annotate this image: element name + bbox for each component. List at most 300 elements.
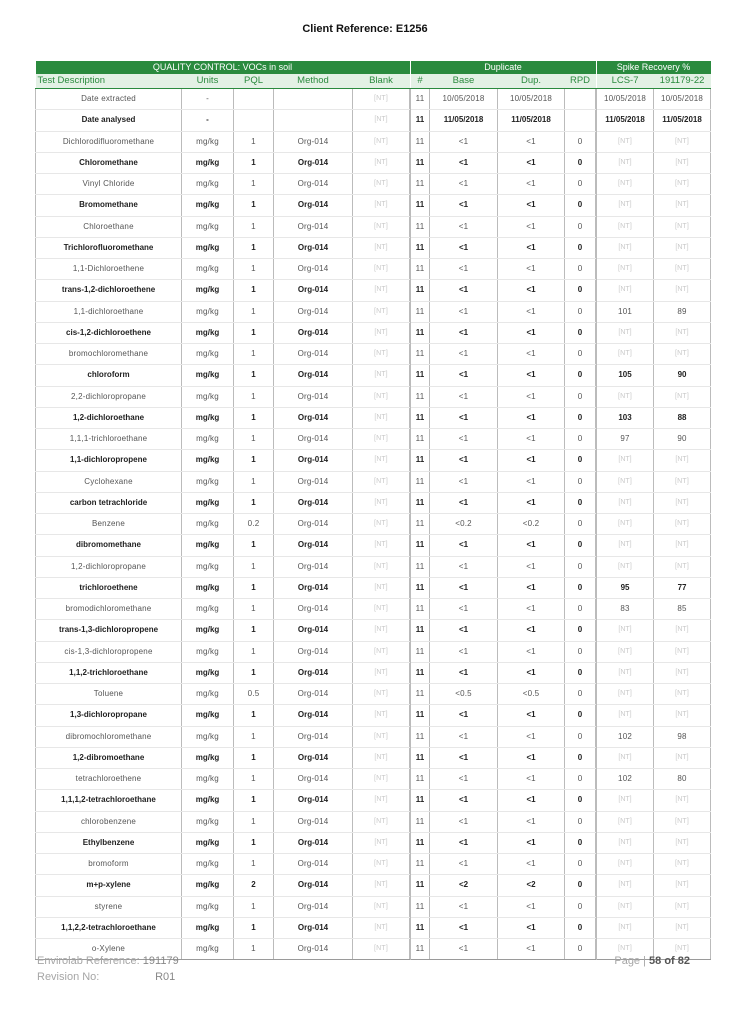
cell-number: 11 [411,832,430,853]
cell-spike-sample: [NT] [654,152,711,173]
cell-spike-sample: [NT] [654,811,711,832]
cell-blank: [NT] [353,641,410,662]
cell-blank: [NT] [353,790,410,811]
cell-pql: 1 [234,832,274,853]
cell-dup: <1 [498,301,565,322]
cell-method: Org-014 [274,280,353,301]
cell-number: 11 [411,492,430,513]
cell-method: Org-014 [274,705,353,726]
cell-test-description: Trichlorofluoromethane [36,237,182,258]
cell-pql: 1 [234,662,274,683]
cell-spike-sample: [NT] [654,875,711,896]
cell-dup: <1 [498,322,565,343]
cell-rpd: 0 [565,280,596,301]
cell-pql: 1 [234,322,274,343]
cell-lcs: [NT] [597,450,654,471]
cell-blank: [NT] [353,174,410,195]
cell-number: 11 [411,620,430,641]
cell-rpd: 0 [565,301,596,322]
cell-lcs: [NT] [597,662,654,683]
cell-test-description: trichloroethene [36,577,182,598]
cell-rpd: 0 [565,407,596,428]
cell-blank: [NT] [353,705,410,726]
table-row [36,790,711,811]
cell-lcs: [NT] [597,322,654,343]
cell-lcs: [NT] [597,684,654,705]
cell-method: Org-014 [274,832,353,853]
col-spike-sample: 191179-22 [654,74,711,89]
cell-test-description: bromochloromethane [36,344,182,365]
cell-rpd: 0 [565,896,596,917]
cell-test-description: Cyclohexane [36,471,182,492]
cell-rpd: 0 [565,832,596,853]
cell-spike-sample: [NT] [654,280,711,301]
cell-blank: [NT] [353,492,410,513]
cell-spike-sample: [NT] [654,790,711,811]
cell-lcs: [NT] [597,174,654,195]
cell-number: 11 [411,641,430,662]
cell-spike-sample: 10/05/2018 [654,89,711,110]
col-test-description: Test Description [36,74,182,89]
cell-test-description: Bromomethane [36,195,182,216]
cell-base: <1 [430,174,498,195]
cell-pql: 1 [234,450,274,471]
cell-method: Org-014 [274,471,353,492]
cell-blank: [NT] [353,89,410,110]
cell-blank: [NT] [353,450,410,471]
footer-references [37,953,179,985]
cell-lcs: 11/05/2018 [597,110,654,131]
cell-pql: 1 [234,280,274,301]
table-row [36,705,711,726]
cell-test-description: Date analysed [36,110,182,131]
cell-units: mg/kg [182,407,234,428]
cell-blank: [NT] [353,471,410,492]
cell-number: 11 [411,195,430,216]
cell-spike-sample: [NT] [654,492,711,513]
cell-units: mg/kg [182,875,234,896]
cell-number: 11 [411,917,430,938]
cell-test-description: o-Xylene [36,939,182,960]
table-row [36,599,711,620]
cell-blank: [NT] [353,556,410,577]
cell-units: mg/kg [182,747,234,768]
cell-base: <1 [430,641,498,662]
cell-dup: <0.2 [498,514,565,535]
table-row [36,832,711,853]
cell-spike-sample: [NT] [654,705,711,726]
cell-lcs: [NT] [597,259,654,280]
cell-dup: 10/05/2018 [498,89,565,110]
cell-test-description: Dichlorodifluoromethane [36,131,182,152]
col-units: Units [182,74,234,89]
cell-rpd: 0 [565,641,596,662]
cell-pql: 1 [234,769,274,790]
revision-number [37,969,179,985]
cell-number: 11 [411,216,430,237]
cell-base: <1 [430,152,498,173]
cell-units: mg/kg [182,386,234,407]
cell-spike-sample: [NT] [654,556,711,577]
cell-units: mg/kg [182,577,234,598]
band-row [36,61,711,74]
cell-units: mg/kg [182,280,234,301]
cell-dup: <1 [498,216,565,237]
cell-rpd: 0 [565,747,596,768]
cell-spike-sample: [NT] [654,471,711,492]
cell-method: Org-014 [274,152,353,173]
cell-dup: <1 [498,641,565,662]
cell-units: mg/kg [182,684,234,705]
table-row [36,577,711,598]
table-row [36,429,711,450]
cell-test-description: 1,1,1,2-tetrachloroethane [36,790,182,811]
cell-dup: <1 [498,344,565,365]
cell-test-description: cis-1,2-dichloroethene [36,322,182,343]
cell-number: 11 [411,344,430,365]
cell-pql: 0.2 [234,514,274,535]
cell-test-description: 2,2-dichloropropane [36,386,182,407]
cell-method: Org-014 [274,365,353,386]
cell-lcs: [NT] [597,854,654,875]
cell-blank: [NT] [353,620,410,641]
cell-units: mg/kg [182,195,234,216]
cell-dup: <1 [498,726,565,747]
cell-dup: <1 [498,662,565,683]
cell-dup: <1 [498,747,565,768]
cell-rpd: 0 [565,939,596,960]
cell-blank: [NT] [353,514,410,535]
table-row [36,322,711,343]
cell-base: <1 [430,769,498,790]
cell-lcs: [NT] [597,556,654,577]
cell-pql: 1 [234,556,274,577]
cell-lcs: [NT] [597,195,654,216]
cell-method: Org-014 [274,514,353,535]
cell-rpd: 0 [565,514,596,535]
cell-method: Org-014 [274,216,353,237]
cell-method: Org-014 [274,450,353,471]
cell-dup: <1 [498,599,565,620]
table-row [36,684,711,705]
table-row [36,174,711,195]
cell-number: 11 [411,599,430,620]
cell-pql: 1 [234,599,274,620]
cell-spike-sample: 88 [654,407,711,428]
table-row [36,854,711,875]
cell-method: Org-014 [274,684,353,705]
cell-base: <1 [430,344,498,365]
cell-spike-sample: [NT] [654,514,711,535]
cell-test-description: Chloroethane [36,216,182,237]
table-row [36,301,711,322]
cell-method: Org-014 [274,492,353,513]
cell-units: mg/kg [182,726,234,747]
cell-pql: 1 [234,939,274,960]
cell-blank: [NT] [353,854,410,875]
cell-method: Org-014 [274,237,353,258]
cell-lcs: [NT] [597,811,654,832]
cell-method: Org-014 [274,301,353,322]
cell-blank: [NT] [353,832,410,853]
cell-method: Org-014 [274,726,353,747]
cell-lcs: 105 [597,365,654,386]
cell-pql: 1 [234,174,274,195]
cell-test-description: tetrachloroethene [36,769,182,790]
cell-lcs: [NT] [597,152,654,173]
cell-method: Org-014 [274,917,353,938]
cell-rpd: 0 [565,535,596,556]
table-row [36,641,711,662]
cell-lcs: [NT] [597,790,654,811]
cell-units: mg/kg [182,811,234,832]
cell-dup: <1 [498,705,565,726]
cell-number: 11 [411,684,430,705]
cell-number: 11 [411,790,430,811]
cell-test-description: 1,1-dichloroethane [36,301,182,322]
cell-dup: <1 [498,917,565,938]
cell-spike-sample: [NT] [654,747,711,768]
cell-units: mg/kg [182,450,234,471]
cell-number: 11 [411,939,430,960]
table-row [36,216,711,237]
cell-rpd: 0 [565,769,596,790]
cell-rpd: 0 [565,577,596,598]
cell-lcs: [NT] [597,492,654,513]
table-row [36,450,711,471]
cell-base: <1 [430,790,498,811]
cell-pql: 1 [234,854,274,875]
cell-pql: 1 [234,577,274,598]
cell-dup: <1 [498,556,565,577]
page-prefix: Page | [614,955,646,967]
cell-lcs: [NT] [597,471,654,492]
table-row [36,492,711,513]
table-row [36,662,711,683]
cell-number: 11 [411,237,430,258]
cell-rpd: 0 [565,322,596,343]
column-header-row [36,74,711,89]
cell-method: Org-014 [274,790,353,811]
cell-lcs: [NT] [597,641,654,662]
cell-test-description: 1,3-dichloropropane [36,705,182,726]
cell-pql: 1 [234,492,274,513]
cell-rpd: 0 [565,471,596,492]
cell-test-description: 1,1-dichloropropene [36,450,182,471]
table-row [36,237,711,258]
cell-number: 11 [411,726,430,747]
cell-units: mg/kg [182,365,234,386]
cell-number: 11 [411,811,430,832]
cell-pql: 1 [234,705,274,726]
cell-test-description: Toluene [36,684,182,705]
cell-base: <1 [430,195,498,216]
cell-units: mg/kg [182,662,234,683]
cell-rpd: 0 [565,429,596,450]
table-row [36,917,711,938]
cell-units: mg/kg [182,854,234,875]
cell-dup: <1 [498,280,565,301]
cell-spike-sample: [NT] [654,896,711,917]
table-row [36,471,711,492]
cell-rpd: 0 [565,195,596,216]
cell-base: <1 [430,429,498,450]
cell-method: Org-014 [274,896,353,917]
cell-blank: [NT] [353,131,410,152]
cell-rpd [565,110,596,131]
cell-method: Org-014 [274,769,353,790]
cell-units: mg/kg [182,429,234,450]
cell-dup: <1 [498,492,565,513]
cell-method: Org-014 [274,641,353,662]
cell-test-description: 1,2-dibromoethane [36,747,182,768]
table-row [36,726,711,747]
cell-units: mg/kg [182,301,234,322]
cell-test-description: m+p-xylene [36,875,182,896]
revision-label: Revision No: [37,971,100,983]
cell-dup: <1 [498,450,565,471]
cell-number: 11 [411,556,430,577]
cell-pql: 1 [234,726,274,747]
cell-rpd: 0 [565,726,596,747]
cell-base: <1 [430,896,498,917]
cell-pql: 1 [234,344,274,365]
cell-base: <1 [430,259,498,280]
cell-spike-sample: 90 [654,429,711,450]
cell-blank: [NT] [353,195,410,216]
cell-spike-sample: 11/05/2018 [654,110,711,131]
cell-method: Org-014 [274,344,353,365]
cell-pql: 1 [234,429,274,450]
cell-blank: [NT] [353,917,410,938]
cell-blank: [NT] [353,216,410,237]
cell-pql: 1 [234,152,274,173]
table-row [36,195,711,216]
cell-spike-sample: 89 [654,301,711,322]
cell-test-description: bromoform [36,854,182,875]
cell-lcs: [NT] [597,705,654,726]
cell-test-description: dibromomethane [36,535,182,556]
qc-table [35,61,711,960]
cell-number: 11 [411,152,430,173]
cell-dup: <1 [498,577,565,598]
cell-blank: [NT] [353,152,410,173]
cell-pql: 1 [234,259,274,280]
table-row [36,407,711,428]
cell-spike-sample: [NT] [654,535,711,556]
cell-units: mg/kg [182,896,234,917]
cell-units: mg/kg [182,344,234,365]
cell-method: Org-014 [274,535,353,556]
cell-dup: <1 [498,195,565,216]
cell-number: 11 [411,280,430,301]
cell-method [274,89,353,110]
cell-lcs: [NT] [597,237,654,258]
cell-blank: [NT] [353,599,410,620]
cell-test-description: trans-1,2-dichloroethene [36,280,182,301]
cell-blank: [NT] [353,577,410,598]
cell-method: Org-014 [274,131,353,152]
cell-units: - [182,110,234,131]
cell-lcs: 103 [597,407,654,428]
cell-base: <1 [430,492,498,513]
cell-lcs: [NT] [597,131,654,152]
cell-spike-sample: [NT] [654,344,711,365]
cell-dup: <1 [498,386,565,407]
cell-test-description: Chloromethane [36,152,182,173]
page-number [540,955,690,967]
cell-units: mg/kg [182,641,234,662]
cell-blank: [NT] [353,386,410,407]
cell-rpd: 0 [565,152,596,173]
cell-lcs: [NT] [597,939,654,960]
cell-base: <1 [430,917,498,938]
band-qc: QUALITY CONTROL: VOCs in soil [36,61,410,74]
cell-base: <1 [430,216,498,237]
cell-test-description: Date extracted [36,89,182,110]
cell-base: <1 [430,471,498,492]
cell-rpd: 0 [565,917,596,938]
cell-spike-sample: [NT] [654,259,711,280]
cell-base: <1 [430,556,498,577]
cell-number: 11 [411,365,430,386]
cell-rpd: 0 [565,365,596,386]
cell-spike-sample: 77 [654,577,711,598]
cell-pql [234,110,274,131]
cell-blank: [NT] [353,662,410,683]
cell-dup: 11/05/2018 [498,110,565,131]
cell-base: <1 [430,131,498,152]
table-row [36,152,711,173]
cell-number: 11 [411,110,430,131]
cell-spike-sample: 85 [654,599,711,620]
cell-blank: [NT] [353,237,410,258]
revision-value: R01 [155,971,176,983]
cell-method: Org-014 [274,854,353,875]
cell-pql: 1 [234,471,274,492]
cell-dup: <1 [498,429,565,450]
cell-rpd: 0 [565,684,596,705]
cell-pql: 0.5 [234,684,274,705]
cell-test-description: chloroform [36,365,182,386]
cell-base: <1 [430,620,498,641]
cell-number: 11 [411,769,430,790]
cell-units: mg/kg [182,216,234,237]
cell-base: <1 [430,365,498,386]
cell-spike-sample: 90 [654,365,711,386]
cell-blank: [NT] [353,726,410,747]
cell-method: Org-014 [274,577,353,598]
cell-units: mg/kg [182,535,234,556]
page-value: 58 of 82 [649,955,690,967]
cell-lcs: [NT] [597,386,654,407]
cell-method: Org-014 [274,429,353,450]
cell-lcs: [NT] [597,535,654,556]
cell-method: Org-014 [274,747,353,768]
cell-base: <1 [430,939,498,960]
table-row [36,556,711,577]
cell-dup: <1 [498,365,565,386]
cell-lcs: 97 [597,429,654,450]
cell-blank: [NT] [353,280,410,301]
cell-blank: [NT] [353,875,410,896]
cell-method: Org-014 [274,174,353,195]
cell-base: 10/05/2018 [430,89,498,110]
cell-method: Org-014 [274,599,353,620]
cell-test-description: Vinyl Chloride [36,174,182,195]
cell-dup: <1 [498,174,565,195]
cell-base: <1 [430,535,498,556]
